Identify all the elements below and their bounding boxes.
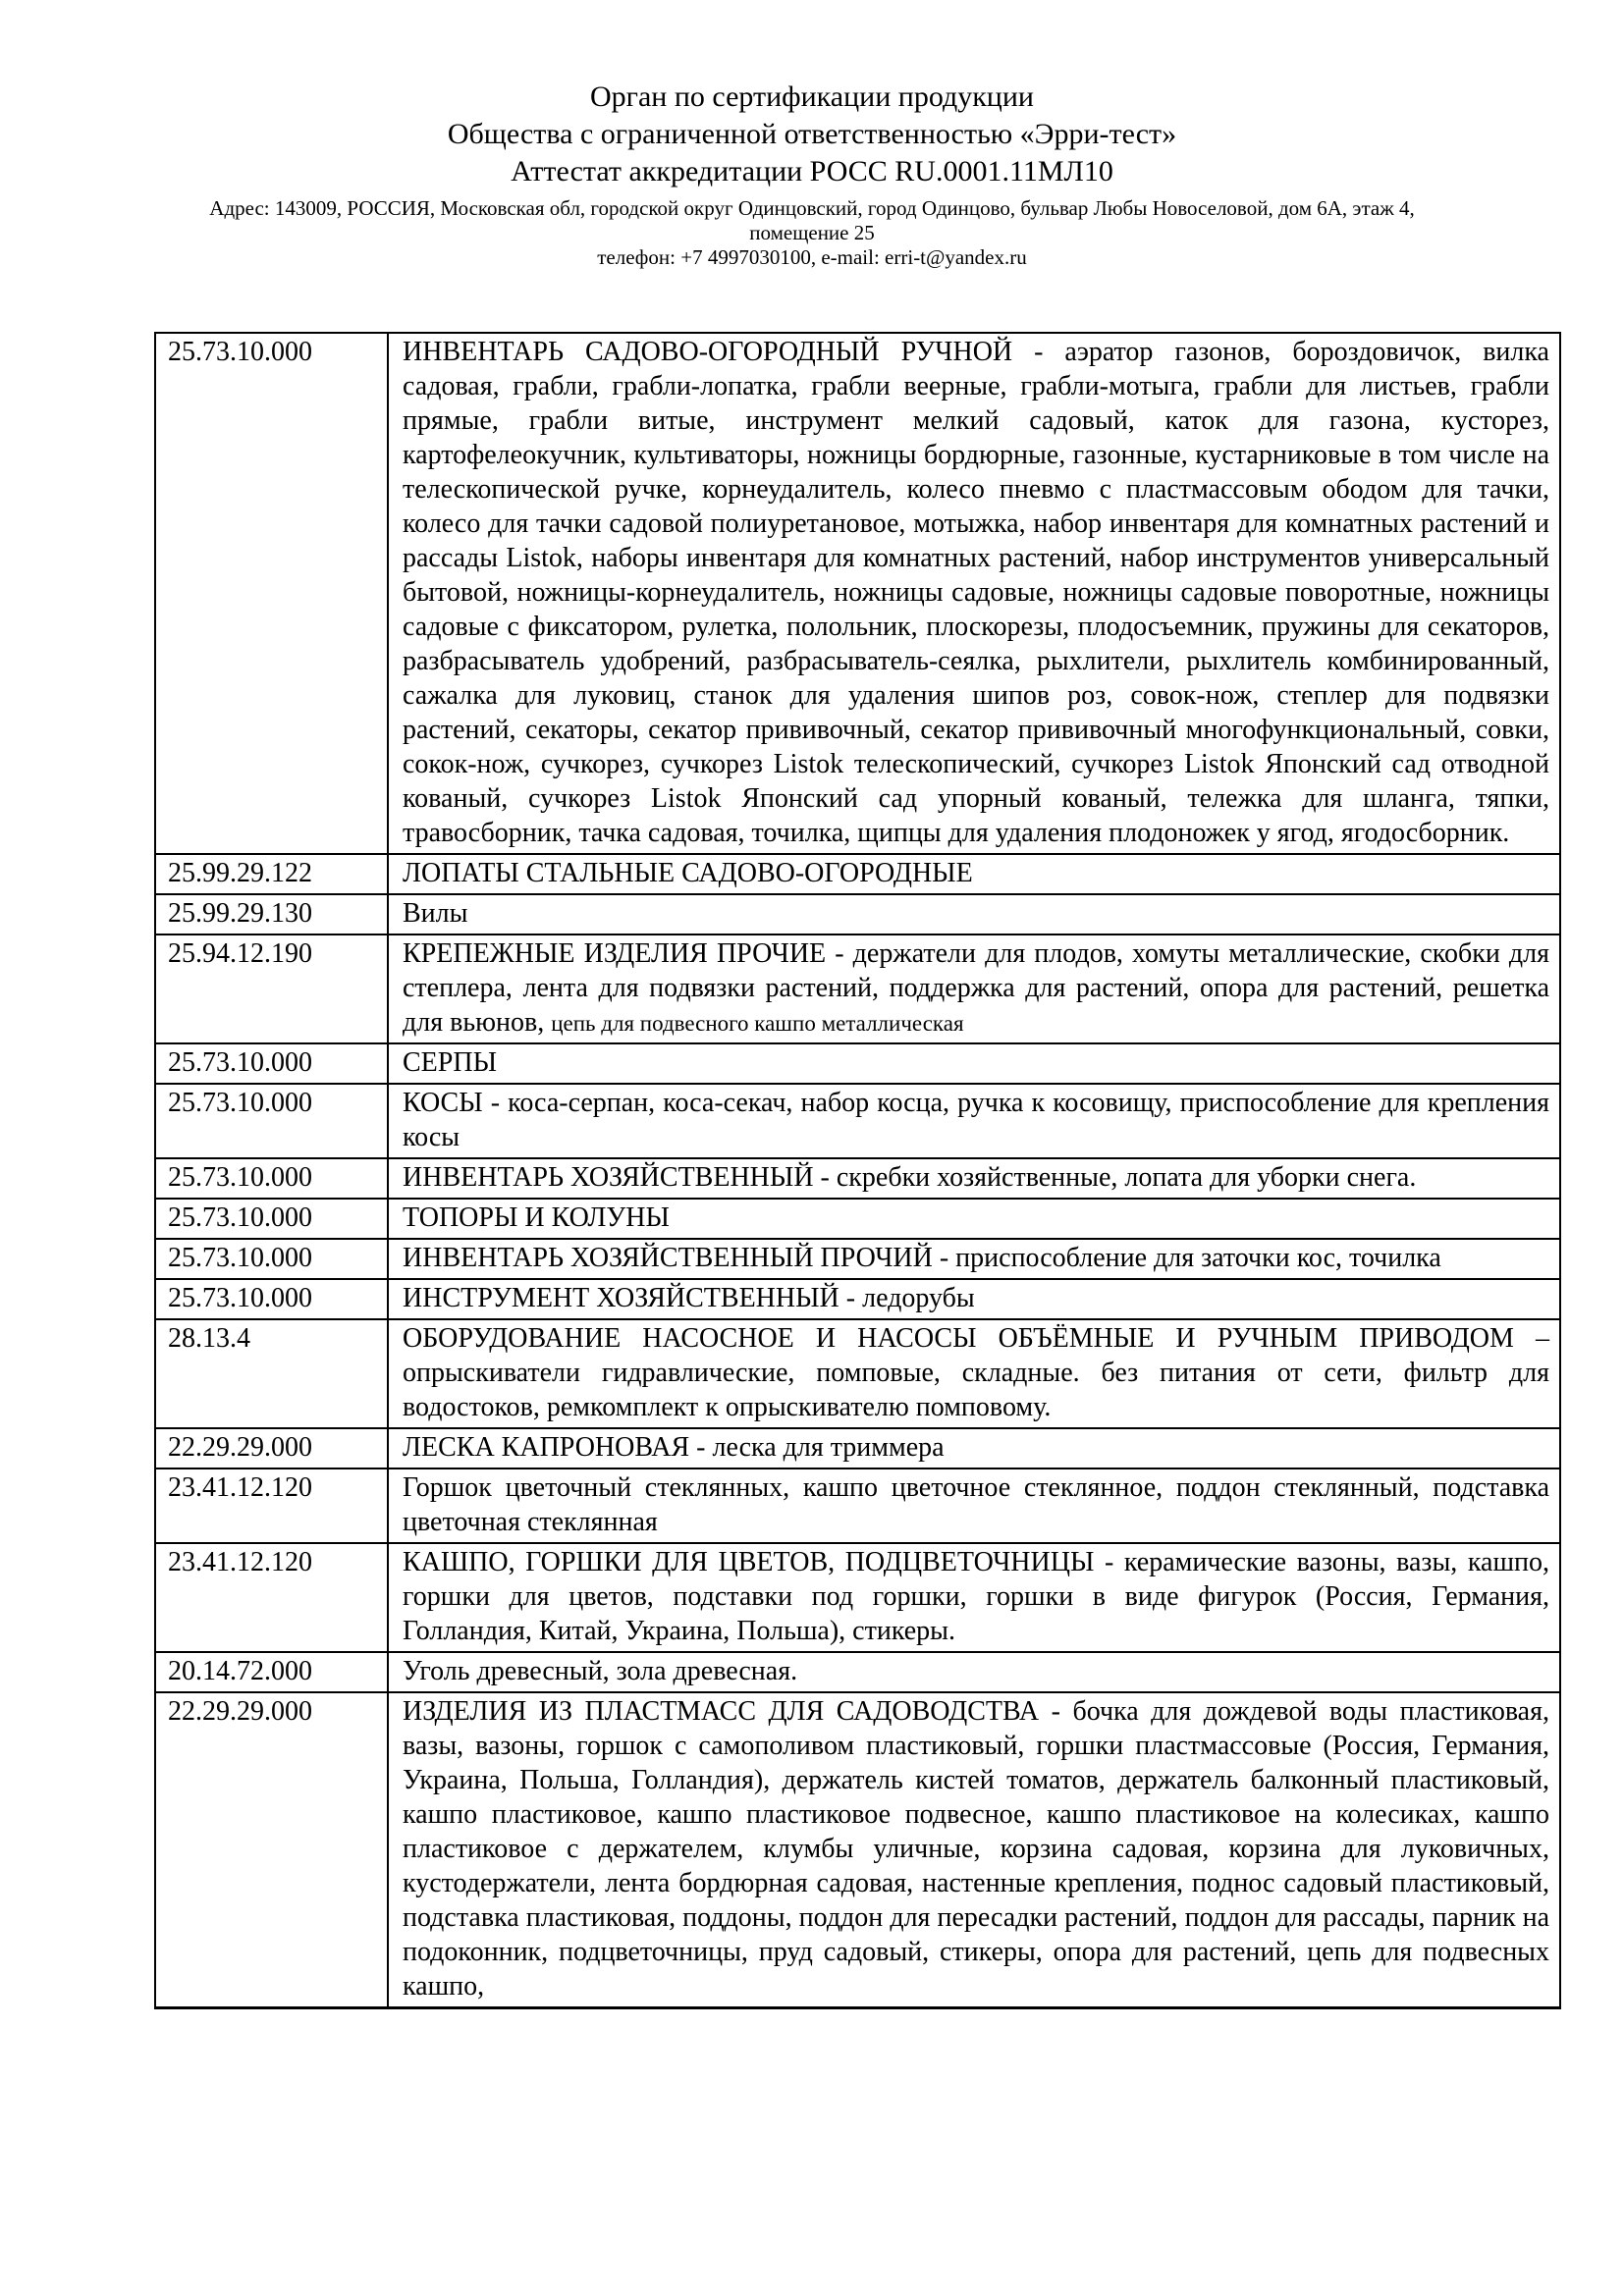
code-cell: 23.41.12.120 <box>155 1468 388 1543</box>
table-row <box>155 1468 1560 1543</box>
item-list: ледорубы <box>862 1283 975 1313</box>
code-cell: 28.13.4 <box>155 1319 388 1428</box>
description-cell <box>388 1468 1560 1543</box>
category-title: ИНВЕНТАРЬ ХОЗЯЙСТВЕННЫЙ ПРОЧИЙ <box>403 1243 933 1273</box>
table-row <box>155 1084 1560 1158</box>
table-row <box>155 854 1560 894</box>
separator: - <box>1039 1696 1073 1727</box>
separator: - <box>1012 337 1065 367</box>
table-row <box>155 1199 1560 1239</box>
code-cell: 25.73.10.000 <box>155 1043 388 1084</box>
category-title: КОСЫ <box>403 1088 483 1118</box>
address-line-2: помещение 25 <box>749 221 875 244</box>
item-list: опрыскиватели гидравлические, помповые, складные. без питания от сети, фильтр для водостоков, ремкомплект к опрыскивателю помповому. <box>403 1358 1549 1422</box>
description-cell <box>388 1692 1560 2008</box>
code-cell: 22.29.29.000 <box>155 1692 388 2008</box>
description-cell <box>388 894 1560 934</box>
item-list: держатели для плодов, хомуты металлические, скобки для степлера, лента для подвязки растений, поддержка для растений, опора для растений, решетка для вьюнов, <box>403 938 1549 1038</box>
description-cell <box>388 1319 1560 1428</box>
code-cell: 25.73.10.000 <box>155 1084 388 1158</box>
item-list: аэратор газонов, бороздовичок, вилка садовая, грабли, грабли-лопатка, грабли веерные, грабли-мотыга, грабли для листьев, грабли прямые, грабли витые, инструмент мелкий садовый, каток для газона, кусторез, картофелеокучник, культиваторы, ножницы бордюрные, газонные, кустарниковые в том числе на телескопической ручке, корнеудалитель, колесо пневмо с пластмассовым ободом для тачки, колесо для тачки садовой полиуретановое, мотыжка, набор инвентаря для комнатных растений и рассады Listok, наборы инвентаря для комнатных растений, набор инструментов универсальный бытовой, ножницы-корнеудалитель, ножницы садовые, ножницы садовые поворотные, ножницы садовые с фиксатором, рулетка, полольник, плоскорезы, плодосъемник, пружины для секаторов, разбрасыватель удобрений, разбрасыватель-сеялка, рыхлители, рыхлитель комбинированный, сажалка для луковиц, станок для удаления шипов роз, совок-нож, степлер для подвязки растений, секаторы, секатор прививочный, секатор прививочный многофункциональный, совки, сокок-нож, сучкорез, сучкорез Listok телескопический, сучкорез Listok Японский сад отводной кованый, сучкорез Listok Японский сад упорный кованый, тележка для шланга, тяпки, травосборник, тачка садовая, точилка, щипцы для удаления плодоножек у ягод, ягодосборник. <box>403 337 1549 848</box>
code-cell: 25.73.10.000 <box>155 1239 388 1279</box>
category-title: ЛЕСКА КАПРОНОВАЯ <box>403 1432 690 1463</box>
item-list: приспособление для заточки кос, точилка <box>955 1243 1441 1273</box>
accreditation-line: Аттестат аккредитации РОСС RU.0001.11МЛ10 <box>511 155 1113 187</box>
table-row <box>155 934 1560 1043</box>
table-row <box>155 1319 1560 1428</box>
item-list-note: цепь для подвесного кашпо металлическая <box>551 1011 964 1036</box>
item-list: скребки хозяйственные, лопата для уборки снега. <box>836 1162 1417 1193</box>
org-title-line-1: Орган по сертификации продукции <box>590 80 1034 113</box>
item-list: коса-серпан, коса-секач, набор косца, ручка к косовищу, приспособление для крепления косы <box>403 1088 1549 1152</box>
code-cell: 25.73.10.000 <box>155 1199 388 1239</box>
category-title: СЕРПЫ <box>403 1047 497 1078</box>
product-table <box>154 332 1561 2009</box>
category-title: ОБОРУДОВАНИЕ НАСОСНОЕ И НАСОСЫ ОБЪЁМНЫЕ И РУЧНЫМ ПРИВОДОМ <box>403 1323 1514 1354</box>
table-row <box>155 1543 1560 1652</box>
item-list: Вилы <box>403 898 468 929</box>
description-cell <box>388 934 1560 1043</box>
description-cell <box>388 1043 1560 1084</box>
separator: - <box>826 938 853 969</box>
table-row <box>155 1043 1560 1084</box>
item-list: бочка для дождевой воды пластиковая, вазы, вазоны, горшок с самополивом пластиковый, горшки пластмассовые (Россия, Германия, Украина, Польша, Голландия), держатель кистей томатов, держатель балконный пластиковый, кашпо пластиковое, кашпо пластиковое подвесное, кашпо пластиковое на колесиках, кашпо пластиковое с держателем, клумбы уличные, корзина садовая, корзина для луковичных, кустодержатели, лента бордюрная садовая, настенные крепления, поднос садовый пластиковый, подставка пластиковая, поддоны, поддон для пересадки растений, поддон для рассады, парник на подоконник, подцветочницы, пруд садовый, стикеры, опора для растений, цепь для подвесных кашпо, <box>403 1696 1549 2002</box>
separator: - <box>932 1243 956 1273</box>
table-row <box>155 1279 1560 1319</box>
category-title: ИНВЕНТАРЬ САДОВО-ОГОРОДНЫЙ РУЧНОЙ <box>403 337 1013 367</box>
description-cell <box>388 1543 1560 1652</box>
code-cell: 25.73.10.000 <box>155 333 388 854</box>
code-cell: 25.73.10.000 <box>155 1279 388 1319</box>
item-list: Горшок цветочный стеклянных, кашпо цветочное стеклянное, поддон стеклянный, подставка цветочная стеклянная <box>403 1472 1549 1537</box>
table-row <box>155 1692 1560 2008</box>
description-cell <box>388 333 1560 854</box>
code-cell: 23.41.12.120 <box>155 1543 388 1652</box>
item-list: керамические вазоны, вазы, кашпо, горшки для цветов, подставки под горшки, горшки в виде фигурок (Россия, Германия, Голландия, Китай, Украина, Польша), стикеры. <box>403 1547 1549 1646</box>
description-cell <box>388 1279 1560 1319</box>
item-list: Уголь древесный, зола древесная. <box>403 1656 798 1686</box>
separator: - <box>813 1162 837 1193</box>
description-cell <box>388 1158 1560 1199</box>
description-cell <box>388 1084 1560 1158</box>
category-title: ИНСТРУМЕНТ ХОЗЯЙСТВЕННЫЙ <box>403 1283 839 1313</box>
category-title: ИЗДЕЛИЯ ИЗ ПЛАСТМАСС ДЛЯ САДОВОДСТВА <box>403 1696 1040 1727</box>
table-row <box>155 1158 1560 1199</box>
separator: – <box>1513 1323 1549 1354</box>
description-cell <box>388 1199 1560 1239</box>
code-cell: 25.94.12.190 <box>155 934 388 1043</box>
category-title: ЛОПАТЫ СТАЛЬНЫЕ САДОВО-ОГОРОДНЫЕ <box>403 858 973 888</box>
description-cell <box>388 1239 1560 1279</box>
category-title: КАШПО, ГОРШКИ ДЛЯ ЦВЕТОВ, ПОДЦВЕТОЧНИЦЫ <box>403 1547 1095 1577</box>
org-title-line-2: Общества с ограниченной ответственностью «Эрри-тест» <box>447 118 1177 150</box>
document-header <box>0 79 1624 270</box>
category-title: ТОПОРЫ И КОЛУНЫ <box>403 1202 670 1233</box>
table-row <box>155 1239 1560 1279</box>
separator: - <box>689 1432 713 1463</box>
description-cell <box>388 1652 1560 1692</box>
table-row <box>155 333 1560 854</box>
description-cell <box>388 1428 1560 1468</box>
table-row <box>155 894 1560 934</box>
contact-line: телефон: +7 4997030100, e-mail: erri-t@yandex.ru <box>597 245 1027 269</box>
product-table-body <box>155 333 1560 2008</box>
separator: - <box>839 1283 863 1313</box>
address-line-1: Адрес: 143009, РОССИЯ, Московская обл, городской округ Одинцовский, город Одинцово, бульвар Любы Новоселовой, дом 6А, этаж 4, <box>209 196 1415 220</box>
table-row <box>155 1652 1560 1692</box>
code-cell: 20.14.72.000 <box>155 1652 388 1692</box>
description-cell <box>388 854 1560 894</box>
category-title: КРЕПЕЖНЫЕ ИЗДЕЛИЯ ПРОЧИЕ <box>403 938 827 969</box>
code-cell: 25.73.10.000 <box>155 1158 388 1199</box>
separator: - <box>1094 1547 1124 1577</box>
code-cell: 22.29.29.000 <box>155 1428 388 1468</box>
table-row <box>155 1428 1560 1468</box>
separator: - <box>482 1088 509 1118</box>
code-cell: 25.99.29.122 <box>155 854 388 894</box>
item-list: леска для триммера <box>712 1432 945 1463</box>
category-title: ИНВЕНТАРЬ ХОЗЯЙСТВЕННЫЙ <box>403 1162 814 1193</box>
code-cell: 25.99.29.130 <box>155 894 388 934</box>
